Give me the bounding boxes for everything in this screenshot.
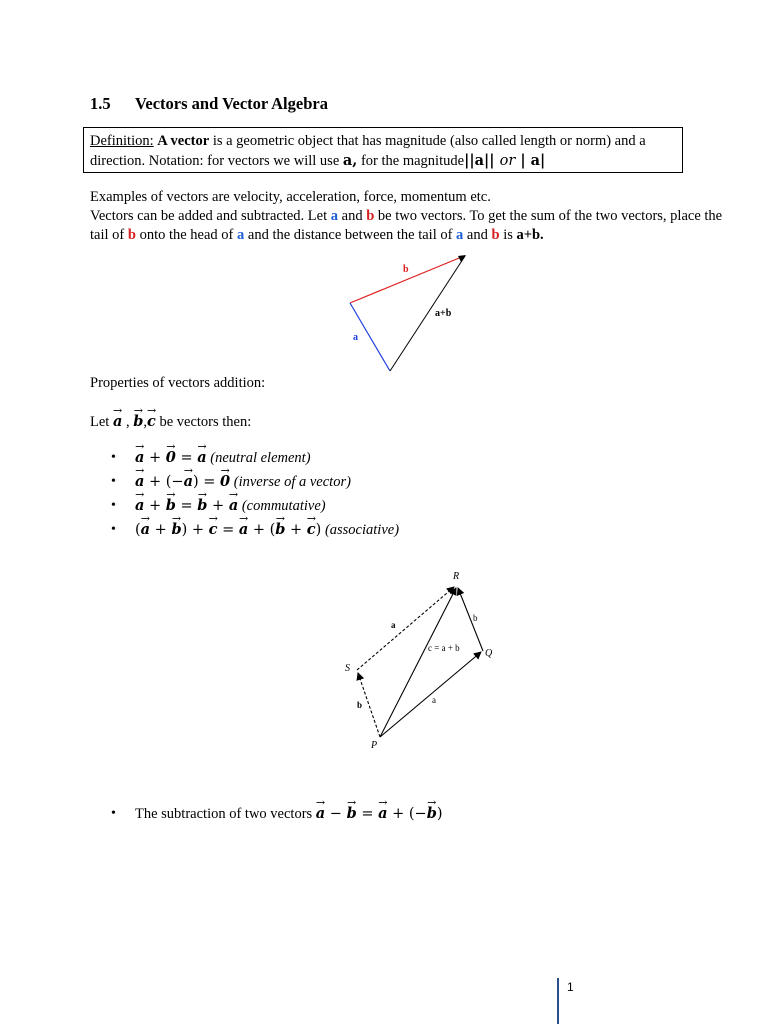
property-note: (inverse of a vector) [233,474,351,490]
let-line: Let → a , → b,→ c be vectors then: [90,410,251,434]
section-title: Vectors and Vector Algebra [135,94,328,113]
vector-notation: a, [342,152,358,169]
addition-paragraph-line-2 [90,226,544,245]
properties-title: Properties of vectors addition: [90,375,266,391]
section-heading [90,94,328,114]
property-note: (commutative) [241,498,326,514]
let-suffix: be vectors then: [155,414,252,430]
vector-c-diagonal [380,588,456,737]
addition-text: and [463,227,492,243]
definition-text-2: direction. Notation: for vectors we will use [90,153,343,169]
definition-text-1: is a geometric object that has magnitude (also called length or norm) and a [209,133,646,149]
vector-sum-line [390,256,465,371]
or-word: or [499,153,516,169]
vector-a-top-dashed [357,587,454,670]
point-P: P [371,740,378,751]
bullet-icon: • [111,498,116,513]
point-S: S [345,663,350,674]
var-b: → b [133,410,143,434]
property-note: (neutral element) [210,450,311,466]
vector-a-label: a [237,227,245,243]
vector-a-label: a [330,208,339,224]
vector-b-label: b [491,227,500,243]
addition-text: is [499,227,517,243]
label-c-sum: c = a + b [428,643,460,653]
list-item: • → a + (−→ a) = → 0 (inverse of a vector) [135,470,399,494]
subtraction-text: The subtraction of two vectors [135,806,316,822]
list-item: • (→ a + → b) + → c = → a + (→ b + → c) (associative) [135,518,399,542]
magnitude-notation: ||a|| [464,152,500,169]
point-Q: Q [485,648,493,659]
addition-text: Vectors can be added and subtracted. Let [90,208,331,224]
var-c: → c [147,410,156,434]
vector-b-label: b [127,227,136,243]
vector-b-label: b [366,208,375,224]
var-a: → a [113,410,122,434]
let-prefix: Let [90,414,113,430]
properties-list [111,446,400,542]
definition-line-1 [90,131,676,151]
list-item: • → a + → b = → b + → a (commutative) [135,494,399,518]
label-a-bottom: a [432,695,436,705]
section-number: 1.5 [90,94,111,113]
page-number-bar [557,978,559,1024]
label-b-right: b [473,613,478,623]
parallelogram-diagram [335,565,505,755]
diagram1-label-b: b [403,264,409,275]
addition-text: and [338,208,367,224]
definition-label: Definition: [90,133,154,149]
diagram1-label-a: a [353,332,358,343]
point-R: R [453,571,460,582]
bullet-icon: • [111,806,116,821]
magnitude-notation-alt: | a| [515,152,546,169]
addition-text: onto the head of [135,227,238,243]
definition-box [83,127,683,173]
vector-a-label: a [456,227,464,243]
page-number: 1 [567,980,574,994]
definition-term: A vector [157,133,210,149]
addition-paragraph-line-1 [90,207,722,226]
label-a-top: a [391,620,396,630]
label-b-left: b [357,700,363,710]
examples-paragraph: Examples of vectors are velocity, acceleration, force, momentum etc. [90,189,491,205]
addition-text: tail of [90,227,128,243]
vector-b-right [458,588,483,651]
definition-line-2 [90,151,676,171]
addition-text: and the distance between the tail of [244,227,457,243]
vector-a-bottom [380,652,481,737]
sum-label: a+b. [516,227,544,243]
subtraction-item: • The subtraction of two vectors → a − → b = → a + (−→ b) [135,802,443,826]
definition-text-3: for the magnitude [357,153,465,169]
bullet-icon: • [111,474,116,489]
property-note: (associative) [324,522,400,538]
vector-addition-diagram [330,248,490,378]
bullet-icon: • [111,450,116,465]
diagram1-label-sum: a+b [435,308,452,319]
bullet-icon: • [111,522,116,537]
addition-text: be two vectors. To get the sum of the two vectors, place the [374,208,723,224]
list-item: • → a + → 0 = → a (neutral element) [135,446,399,470]
